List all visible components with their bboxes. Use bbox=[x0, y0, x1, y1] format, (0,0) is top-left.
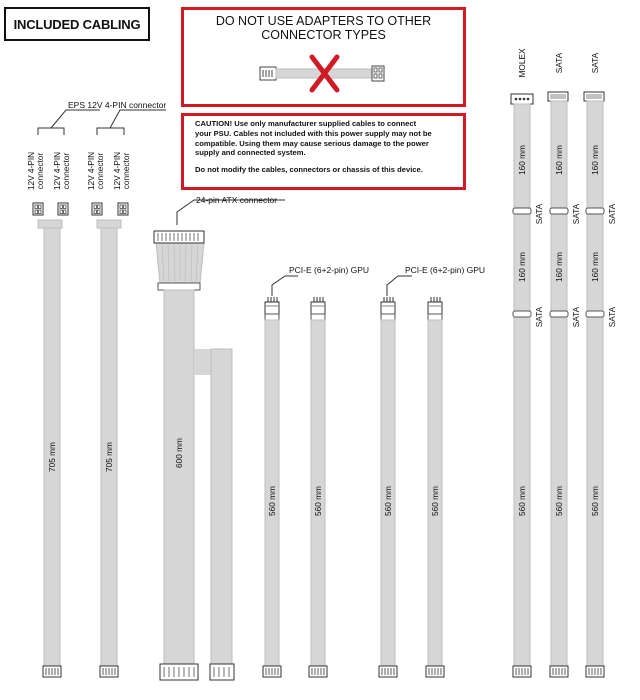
sata-segment-length: 160 mm bbox=[590, 252, 600, 282]
sata-top-label-2: SATA bbox=[590, 52, 600, 74]
sata-end-length: 560 mm bbox=[517, 486, 527, 516]
pcie-bracket-1 bbox=[272, 276, 298, 296]
pcie-group-2-label: PCI-E (6+2-pin) GPU bbox=[405, 265, 486, 275]
atx-length-label: 600 mm bbox=[174, 438, 184, 468]
adapter-warning-line-2: CONNECTOR TYPES bbox=[261, 28, 386, 42]
caution-modify: Do not modify the cables, connectors or chassis of this device. bbox=[195, 165, 423, 175]
caution-line-3: compatible. Using them may cause serious damage to the power bbox=[195, 138, 429, 148]
sata-end-length: 560 mm bbox=[590, 486, 600, 516]
eps-connector-label-4: 12V 4-PIN connector bbox=[112, 151, 131, 191]
caution-line-2: your PSU. Cables not included with this power supply may not be bbox=[195, 128, 432, 138]
sata-top-label-1: SATA bbox=[554, 52, 564, 74]
eps-connector-label-1: 12V 4-PIN connector bbox=[26, 151, 45, 191]
inline-sata-label: SATA bbox=[607, 203, 617, 225]
eps-connector-label-2: 12V 4-PIN connector bbox=[52, 151, 71, 191]
eps-length-label-2: 705 mm bbox=[104, 442, 114, 472]
pcie-bracket-2 bbox=[387, 276, 412, 296]
sata-segment-length: 160 mm bbox=[554, 252, 564, 282]
sata-end-length: 560 mm bbox=[554, 486, 564, 516]
atx-connector-label: 24-pin ATX connector bbox=[196, 195, 278, 205]
inline-sata-label: SATA bbox=[571, 306, 581, 328]
sata-segment-length: 160 mm bbox=[554, 145, 564, 175]
eps-connector-label-3: 12V 4-PIN connector bbox=[86, 151, 105, 191]
caution-line-4: supply and connected system. bbox=[195, 148, 306, 158]
sata-segment-length: 160 mm bbox=[590, 145, 600, 175]
pcie-group-1-label: PCI-E (6+2-pin) GPU bbox=[289, 265, 370, 275]
eps-bracket bbox=[38, 110, 166, 135]
pcie-length-label: 560 mm bbox=[313, 486, 323, 516]
sata-segment-length: 160 mm bbox=[517, 145, 527, 175]
inline-sata-label: SATA bbox=[534, 306, 544, 328]
atx-cable bbox=[154, 231, 234, 680]
caution-line-1: CAUTION! Use only manufacturer supplied cables to connect bbox=[195, 119, 417, 128]
eps-length-label-1: 705 mm bbox=[47, 442, 57, 472]
pcie-length-label: 560 mm bbox=[267, 486, 277, 516]
inline-sata-label: SATA bbox=[607, 306, 617, 328]
eps-connector-label: EPS 12V 4-PIN connector bbox=[68, 100, 167, 110]
inline-sata-label: SATA bbox=[534, 203, 544, 225]
inline-sata-label: SATA bbox=[571, 203, 581, 225]
page-title: INCLUDED CABLING bbox=[4, 7, 150, 41]
molex-label: MOLEX bbox=[517, 48, 527, 78]
pcie-length-label: 560 mm bbox=[383, 486, 393, 516]
adapter-warning-line-1: DO NOT USE ADAPTERS TO OTHER bbox=[215, 14, 432, 28]
pcie-length-label: 560 mm bbox=[430, 486, 440, 516]
sata-segment-length: 160 mm bbox=[517, 252, 527, 282]
